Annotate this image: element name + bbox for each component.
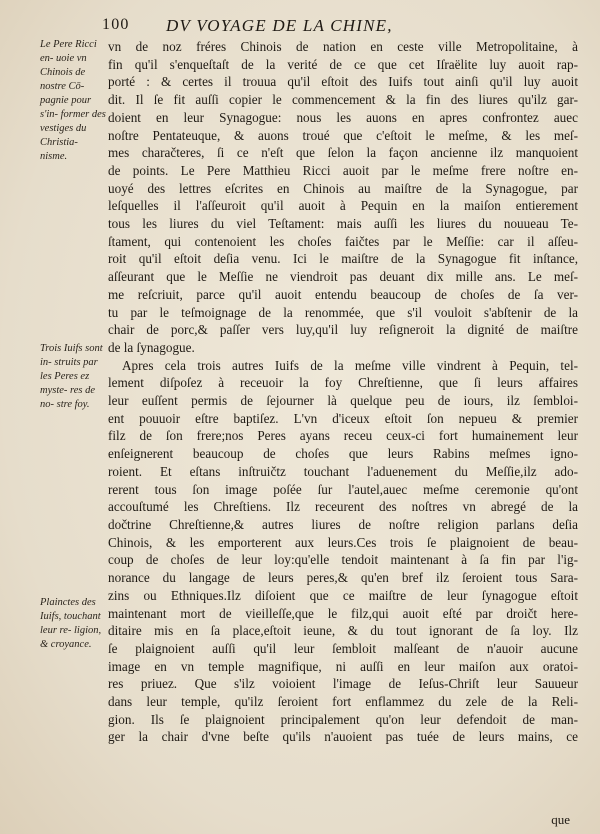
text-line: enſeignerent beaucoup de choſes que leurs Rabins meſmes igno- — [108, 446, 578, 462]
text-line: de points. Le Pere Matthieu Ricci auoit par le meſme frere noſtre en- — [108, 162, 578, 178]
text-line: tous les liures du viel Teſtament: mais auſſi les liures du nouueau Te- — [108, 216, 578, 232]
text-line: noſtre Pentateuque, & auons troué que c'eſtoit le meſme, & les meſ- — [108, 127, 578, 143]
text-line: aſſeurant que le Meſſie ne viendroit pas deuant dix mille ans. Le meſ- — [108, 269, 578, 285]
text-line: leur euſſent permis de ſejourner là quelque peu de iours, ilz ſembloi- — [108, 393, 578, 409]
text-line: maintenant mort de vieilleſſe,que le filz,qui auoit eſté par droičt here- — [108, 605, 578, 621]
body-text — [108, 38, 578, 746]
text-line: ger la chair d'vne beſte qu'ils n'auoient pas tuée de leurs mains, ce — [108, 729, 578, 745]
text-line: zins ou Ethniques.Ilz diſoient que ce maiſtre de leur ſynagogue eſtoit — [108, 587, 578, 603]
margin-note-plainctes: Plainctes des Iuifs, touchant leur re- ligion, & croyance. — [40, 597, 102, 650]
text-line: ſtament, qui contenoient les choſes faičtes par le Meſſie: car il aſſeu- — [108, 233, 578, 249]
text-line: gion. Ils ſe plaignoient principalement qu'on leur defendoit de man- — [108, 711, 578, 727]
page-header — [46, 16, 572, 40]
text-line: uoyé des lettres eſcrites en Chinois au maiſtre de la Synagogue, par — [108, 180, 578, 196]
text-line: res priuez. Que s'ilz voioient l'image de Ieſus-Chriſt leur Sauueur — [108, 676, 578, 692]
text-line: vn de noz fréres Chinois de nation en ceste ville Metropolitaine, à — [108, 39, 578, 54]
text-line: image en vn temple magnifique, ni auſſi en leur maiſon aux oratoi- — [108, 658, 578, 674]
text-line: doient en leur Synagogue: nous les auons en apres confrontez auec — [108, 109, 578, 125]
text-line: dit. Il ſe fit auſſi copier le commencement & la fin des liures qu'ilz gar- — [108, 92, 578, 108]
text-line: porté : & certes il trouua qu'il eſtoit des Iuifs tout ainſi qu'il luy auoit — [108, 74, 578, 90]
text-line: Chinois, & les emporterent aux leurs.Ces trois ſe plaignoient de beau- — [108, 534, 578, 550]
text-line: norance du langage de leurs peres,& qu'en bref ilz ſeroient tous Sara- — [108, 570, 578, 586]
text-line: roit qu'il eſtoit deſia venu. Ici le maiſtre de la Synagogue fit inſtance, — [108, 251, 578, 267]
text-line: tu par le teſmoignage de la renommée, que s'il vouloit s'abſtenir de la — [108, 304, 578, 320]
margin-note-trois-iuifs: Trois Iuifs sont in- struits par les Peres ez myste- res de no- stre foy. — [40, 343, 103, 410]
text-line: coup de choſes de leur loy:qu'elle tendoit maintenant à ſa fin par l'ig- — [108, 552, 578, 568]
text-line: ſe plaignoient auſſi qu'il leur ſembloit malſeant de n'auoir aucune — [108, 640, 578, 656]
text-line: ent pouuoir eſtre baptiſez. L'vn d'iceux eſtoit ſon nepueu & premier — [108, 410, 578, 426]
text-line: leſquelles il l'aſſeuroit qu'il auoit à Pequin en la maiſon entierement — [108, 198, 578, 214]
text-line: filz de ſon frere;nos Peres ayans receu ceux-ci fort humainement leur — [108, 428, 578, 444]
text-line: ditaire mis en ſa place,eſtoit ieune, & du tout ignorant de ſa loy. Ilz — [108, 623, 578, 639]
text-line: lement diſpoſez à receuoir la foy Chreſtienne, que ſi leurs affaires — [108, 375, 578, 391]
running-title: DV VOYAGE DE LA CHINE, — [166, 16, 393, 35]
text-line: chair de porc,& paſſer vers luy,qu'il luy reſigneroit la dignité de maiſtre — [108, 322, 578, 338]
page-number: 100 — [102, 16, 130, 33]
text-line: rerent tous ſon image poſée ſur l'autel,auec meſme ceremonie qu'ont — [108, 481, 578, 497]
text-line: de la ſynagogue. — [108, 339, 195, 355]
text-line: me reſcriuit, parce qu'il auoit entendu beaucoup de choſes de ſa ver- — [108, 286, 578, 302]
margin-note-ricci: Le Pere Ricci en- uoie vn Chinois de nostre Cō- pagnie pour s'in- former des vestiges du Christia- nisme. — [40, 39, 106, 162]
text-line: accouſtumé les Chreſtiens. Ilz receurent des noſtres vn abregé de la — [108, 499, 578, 515]
text-line: Apres cela trois autres Iuifs de la meſme ville vindrent à Pequin, tel- — [122, 357, 578, 373]
text-line: fin qu'il s'enqueſtaſt de la verité de ce que cet Iſraëlite luy auoit rap- — [108, 56, 578, 72]
catchword: que — [551, 812, 570, 827]
text-line: mes charačteres, ſi ce n'eſt que ſelon la façon ancienne ilz manquoient — [108, 145, 578, 161]
text-line: roient. Et eſtans inſtruičtz touchant l'aduenement du Meſſie,ilz ado- — [108, 463, 578, 479]
text-line: dočtrine Chreſtienne,& autres liures de noſtre religion parlans deſia — [108, 516, 578, 532]
text-line: dans leur temple, qu'ilz ſeroient fort enflammez du zele de la Reli- — [108, 694, 578, 710]
